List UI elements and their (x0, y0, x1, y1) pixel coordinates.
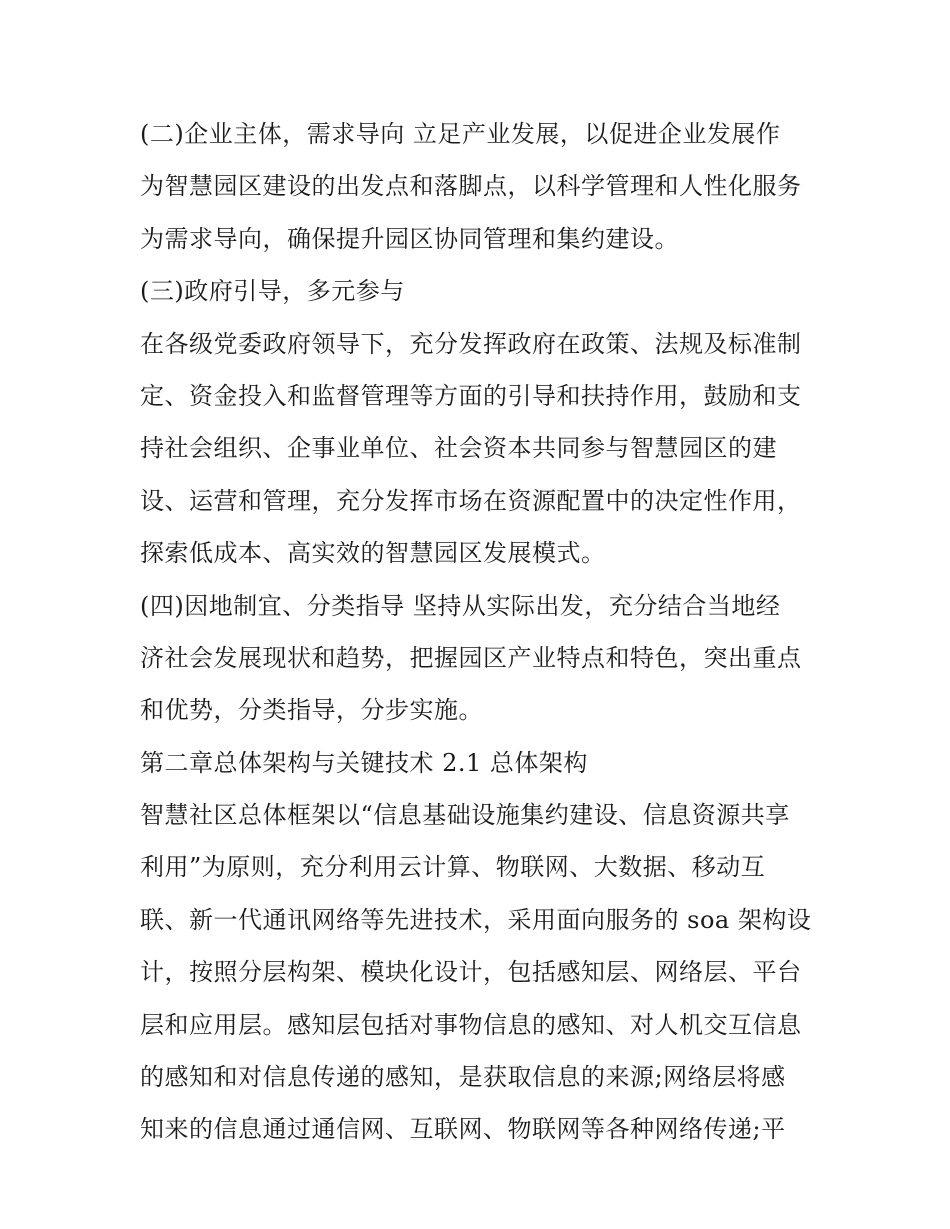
chapter-heading: 第二章总体架构与关键技术 2.1 总体架构 (140, 748, 588, 777)
text-line: 持社会组织、企事业单位、社会资本共同参与智慧园区的建 (140, 434, 777, 463)
text-line: 设、运营和管理，充分发挥市场在资源配置中的决定性作用， (140, 486, 802, 515)
text-line: 智慧社区总体框架以“信息基础设施集约建设、信息资源共享 (140, 801, 790, 830)
text-line: 在各级党委政府领导下，充分发挥政府在政策、法规及标准制 (140, 329, 802, 358)
text-line: 联、新一代通讯网络等先进技术，采用面向服务的 soa 架构设 (140, 905, 812, 934)
text-line: 和优势，分类指导，分步实施。 (140, 696, 483, 725)
text-line: (二)企业主体，需求导向 立足产业发展，以促进企业发展作 (140, 120, 781, 148)
text-line: 为智慧园区建设的出发点和落脚点，以科学管理和人性化服务 (140, 172, 802, 201)
text-line: 层和应用层。感知层包括对事物信息的感知、对人机交互信息 (140, 1010, 802, 1039)
text-line: 济社会发展现状和趋势，把握园区产业特点和特色，突出重点 (140, 643, 802, 672)
body-text (140, 108, 830, 1156)
text-line: (四)因地制宜、分类指导 坚持从实际出发，充分结合当地经 (140, 591, 781, 620)
text-line: 知来的信息通过通信网、互联网、物联网等各种网络传递;平 (140, 1115, 786, 1144)
text-line: 探索低成本、高实效的智慧园区发展模式。 (140, 539, 606, 568)
text-line: 利用”为原则，充分利用云计算、物联网、大数据、移动互 (140, 853, 766, 882)
section-heading: (三)政府引导，多元参与 (140, 277, 405, 306)
text-line: 的感知和对信息传递的感知，是获取信息的来源;网络层将感 (140, 1063, 786, 1092)
text-line: 定、资金投入和监督管理等方面的引导和扶持作用，鼓励和支 (140, 381, 802, 410)
text-line: 为需求导向，确保提升园区协同管理和集约建设。 (140, 224, 679, 253)
text-line: 计，按照分层构架、模块化设计，包括感知层、网络层、平台 (140, 958, 802, 987)
